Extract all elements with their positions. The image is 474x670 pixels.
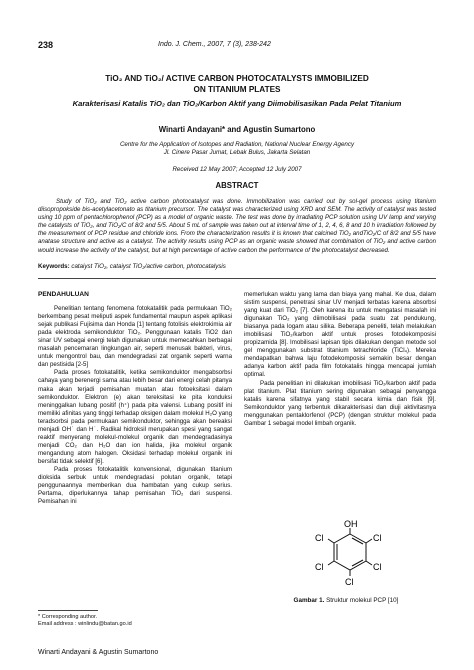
- affiliation: [40, 141, 434, 157]
- affiliation-line-1: Centre for the Application of Isotopes and Radiation, National Nuclear Energy Agency: [119, 141, 355, 148]
- page-number: 238: [38, 40, 54, 50]
- right-column: [244, 291, 436, 428]
- cl-label: Cl: [373, 562, 382, 572]
- page-footer: Winarti Andayani & Agustin Sumartono: [38, 649, 159, 656]
- abstract-heading: ABSTRACT: [215, 181, 259, 190]
- cl-label: Cl: [373, 533, 382, 543]
- pcp-structure-figure: [300, 520, 400, 596]
- keywords-text: cataiyst TiO₂, cataiyst TiO₂/active carbon, photocatalysis: [69, 263, 226, 270]
- oh-label: OH: [344, 520, 358, 529]
- left-column: [38, 291, 232, 506]
- cl-label: Cl: [315, 562, 324, 572]
- section-heading: PENDAHULUAN: [38, 291, 89, 298]
- journal-citation: Indo. J. Chem., 2007, 7 (3), 238-242: [158, 41, 271, 48]
- indonesian-title: Karakterisasi Katalis TiO₂ dan TiO₂/Karbon Aktif yang Diimobilisasikan Pada Pelat Titanium: [72, 99, 402, 108]
- paper-title: [40, 73, 434, 95]
- keywords: [38, 263, 436, 270]
- footnote-divider: [38, 610, 98, 611]
- cl-label: Cl: [345, 577, 354, 587]
- benzene-ring: [328, 528, 372, 576]
- paragraph: Pada proses fotokatalitik, ketika semikonduktor mengabsorbsi cahaya yang berenergi sama atau lebih besar dari energi celah pitanya maka akan terjadi pemisahan muatan atau fotoeksitasi dalam semikonduktor. Elektron (e) akan tereksitasi ke pita konduksi meninggalkan lubang positif (h⁺) pada pita valensi. Lubang positif ini memiliki afinitas yang tinggi terhadap oksigen dalam molekul H₂O yang teradsorbsi pada permukaan semikonduktor, sehingga akan bereaksi menjadi OH˙ dan H˙. Radikal hidroksil merupakan spesi yang sangat reaktif menyerang molekul-molekul organik dan mendegradasinya menjadi CO₂ dan H₂O dan ion halida, jika molekul organik mengandung atom halogen. Oksidasi terhadap molekul organik ini bersifat tidak selektif [6].: [38, 369, 232, 465]
- received-accepted-dates: Received 12 May 2007; Accepted 12 July 2007: [172, 166, 302, 173]
- authors: Winarti Andayani* and Agustin Sumartono: [158, 125, 316, 134]
- paragraph: Penelitian tentang fenomena fotokatalitik pada permukaan TiO₂ berkembang pesat meliputi aspek fundamental maupun aspek aplikasi sejak publikasi Fujisima dan Honda [1] tentang fotolisis elektrokimia air pada elektroda semikonduktor TiO₂. Penggunaan katalis TiO2 dan sinar UV sebagai energi telah digunakan untuk memecahkan berbagai masalah pencemaran lingkungan air, seperti menusak bakteri, virus, untuk mengontrol bau, dan mendegradasi zat organik seperti warna dan pestisida [2-5]: [38, 305, 232, 369]
- footnote-email: Email address : winlindu@batan.go.id: [38, 621, 132, 627]
- paragraph: Pada proses fotokatalitik konvensional, digunakan titanium dioksida serbuk untuk mendegradasi polutan organik, tetapi penggunaannya memberikan dua hambatan yang cukup serius. Pertama, diperlukannya tahap pemisahan TiO₂ dari suspensi. Pemisahan ini: [38, 465, 232, 506]
- abstract-text: Study of TiO₂ and TiO₂ active carbon photocatalyst was done. Immobilization was carried out by sol-gel process using titanium diisopropokside bis-acetylacetonato as titanium precursor. The catalyst was characterized using XRD and SEM. The activity of catalyst was tested using 10 ppm of pentachlorophenol (PCP) as a model of organic waste. The test was done by irradiating PCP solution using UV lamp and varying the catalysts of TiO₂, and TiO₂/C of 8/2 and 5/5. About 5 mL of sample was taken out at interval time of 1, 2, 4, 6, 8 and 10 h irradiation followed by the measurement of PCP residue and chloride ions. From the characterization results it is known that calcined TiO₂ andTiO₂/C of 8/2 and 5/5 have anatase structure and active as a catalyst. The activity results using PCP as an organic waste showed that combination of TiO₂ and active carbon would increase the activity of the catalyst, but at high percentage of active carbon the performance of the photocatalyst decreased.: [38, 198, 436, 254]
- affiliation-line-2: Jl. Cinere Pasar Jumat, Lebak Bulus, Jakarta Selatan: [163, 149, 311, 156]
- keywords-label: Keywords:: [38, 263, 70, 270]
- paragraph: memerlukan waktu yang lama dan biaya yang mahal. Ke dua, dalam sistim suspensi, penetrasi sinar UV menjadi terbatas karena absorbsi yang kuat dari TiO₂ [7]. Oleh karena itu untuk mengatasi masalah ini digunakan TiO₂ yang diimobilisasi pada suatu zat pendukung, biasanya pada logam atau silika. Beberapa peneliti, telah melakukan imobilisasi TiO₂/karbon aktif untuk proses fotodekomposisi propizamida [8]. Imobilisasi lapisan tipis dilakukan dengan metode sol gel menggunakan substrat titanium tetrachloride (TiCl₄). Mereka mendapatkan bahwa laju fotodekomposisi semakin besar dengan adanya karbon aktif pada film fotokatalis hingga mencapai jumlah optimal.: [244, 291, 436, 379]
- figure-caption: [256, 597, 436, 604]
- footnote-line-1: * Corresponding author.: [38, 614, 98, 620]
- title-line-2: ON TITANIUM PLATES: [193, 85, 281, 94]
- cl-label: Cl: [315, 533, 324, 543]
- title-line-1: TiO₂ AND TiO₂/ ACTIVE CARBON PHOTOCATALYSTS IMMOBILIZED: [105, 74, 369, 83]
- caption-text: Struktur molekul PCP [10]: [324, 597, 399, 604]
- paragraph: Pada penelitian ini dilakukan imobilisasi TiO₂/karbon aktif pada plat titanium. Plat titanium sering digunakan sebagai penyangga katalis karena sifatnya yang stabil secara kimia dan fisik [9]. Semikonduktor yang terbentuk dikarakterisasi dan diuji aktivitasnya menggunakan pentaklorfenol (PCP) (dengan struktur molekul pada Gambar 1 sebagai model limbah organik.: [244, 379, 436, 427]
- caption-label: Gambar 1.: [293, 597, 325, 604]
- footnote: [38, 614, 132, 628]
- section-divider: [38, 278, 436, 279]
